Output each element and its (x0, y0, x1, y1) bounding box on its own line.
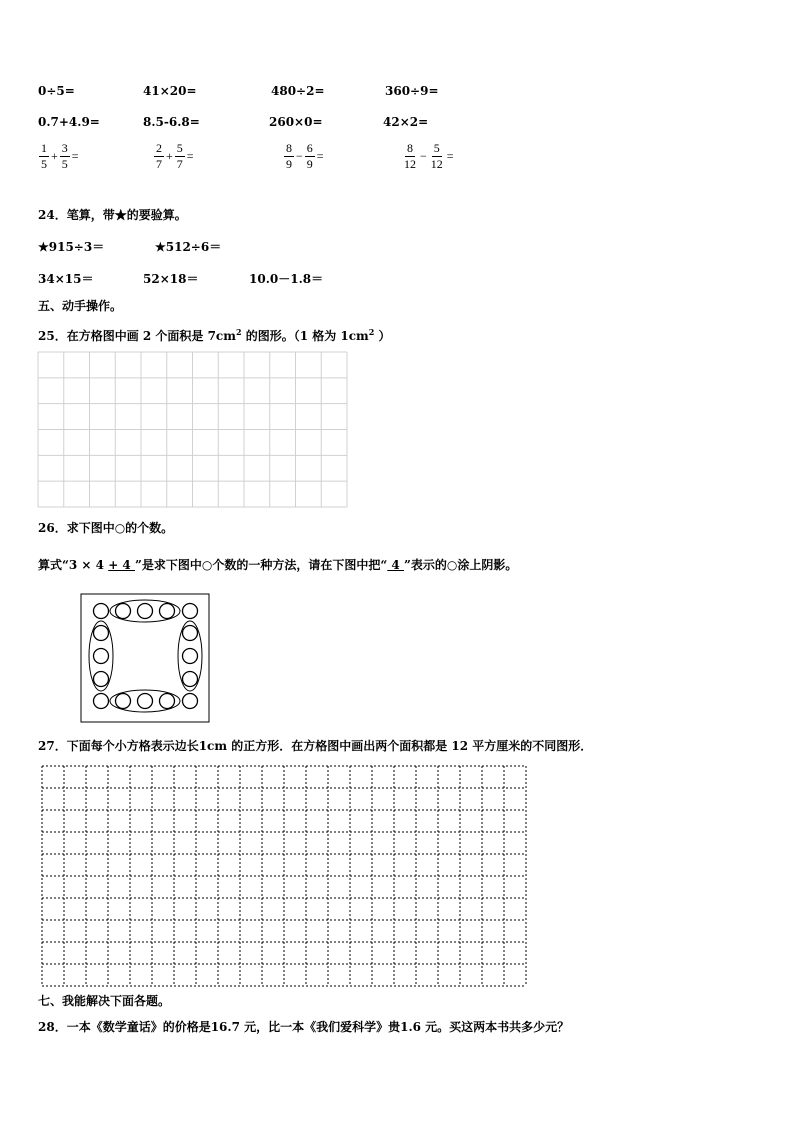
calc-42-times-2: 42×2= (383, 115, 429, 129)
fraction-expression: 2 7 + $\frac{5}{7}$ = (156, 141, 194, 171)
calc-0-div-5: 0÷5= (38, 84, 75, 98)
q26-instruction: 算式“3 × 4 + 4 ”是求下图中○个数的一种方法，请在下图中把“ 4 ”表示的○涂上阴影。 (38, 558, 518, 572)
q24-title: 24．笔算，带★的要验算。 (38, 208, 187, 222)
calc-260-times-0: 260×0= (269, 115, 323, 129)
q27-title: 27．下面每个小方格表示边长1cm 的正方形．在方格图中画出两个面积都是 12 平方厘米的不同图形． (38, 739, 593, 753)
dotted-square-grid (42, 766, 526, 986)
circle-shape (138, 604, 153, 619)
circle-shape (183, 672, 198, 687)
circle-shape (138, 694, 153, 709)
circle-shape (160, 604, 175, 619)
fraction-expression: 8 12 − $\frac{5}{12}$ = (404, 141, 454, 171)
q24-item: 10.0－1.8＝ (249, 272, 324, 286)
q26-title: 26．求下图中○的个数。 (38, 521, 174, 535)
section-5-heading: 五、动手操作。 (38, 299, 123, 313)
circle-shape (183, 694, 198, 709)
q24-item: ★512÷6＝ (155, 240, 222, 254)
circle-shape (94, 604, 109, 619)
section-7-heading: 七、我能解决下面各题。 (38, 994, 171, 1008)
calc-8.5-minus-6.8: 8.5-6.8= (143, 115, 200, 129)
circle-shape (116, 604, 131, 619)
square-grid (38, 352, 347, 507)
calc-0.7-plus-4.9: 0.7+4.9= (38, 115, 100, 129)
circle-shape (183, 649, 198, 664)
calc-41-times-20: 41×20= (143, 84, 197, 98)
circles-figure (81, 594, 209, 722)
q24-item: 34×15＝ (38, 272, 94, 286)
circle-shape (183, 626, 198, 641)
circle-shape (116, 694, 131, 709)
q24-item: 52×18＝ (143, 272, 199, 286)
circle-shape (183, 604, 198, 619)
circle-shape (94, 694, 109, 709)
fraction-expression: 1 5 + $\frac{3}{5}$ = (41, 141, 79, 171)
calc-480-div-2: 480÷2= (271, 84, 325, 98)
circle-shape (94, 626, 109, 641)
calc-360-div-9: 360÷9= (385, 84, 439, 98)
circle-shape (94, 649, 109, 664)
q24-item: ★915÷3＝ (38, 240, 105, 254)
circle-shape (94, 672, 109, 687)
circle-shape (160, 694, 175, 709)
q28-title: 28．一本《数学童话》的价格是16.7 元，比一本《我们爱科学》贵1.6 元。买这两本书共多少元？ (38, 1020, 570, 1034)
fraction-expression: 8 9 − $\frac{6}{9}$ = (286, 141, 324, 171)
q25-title: 25．在方格图中画 2 个面积是 $7cm^2$ 的图形。（1 格为 $1cm^2$ ） (38, 327, 391, 343)
